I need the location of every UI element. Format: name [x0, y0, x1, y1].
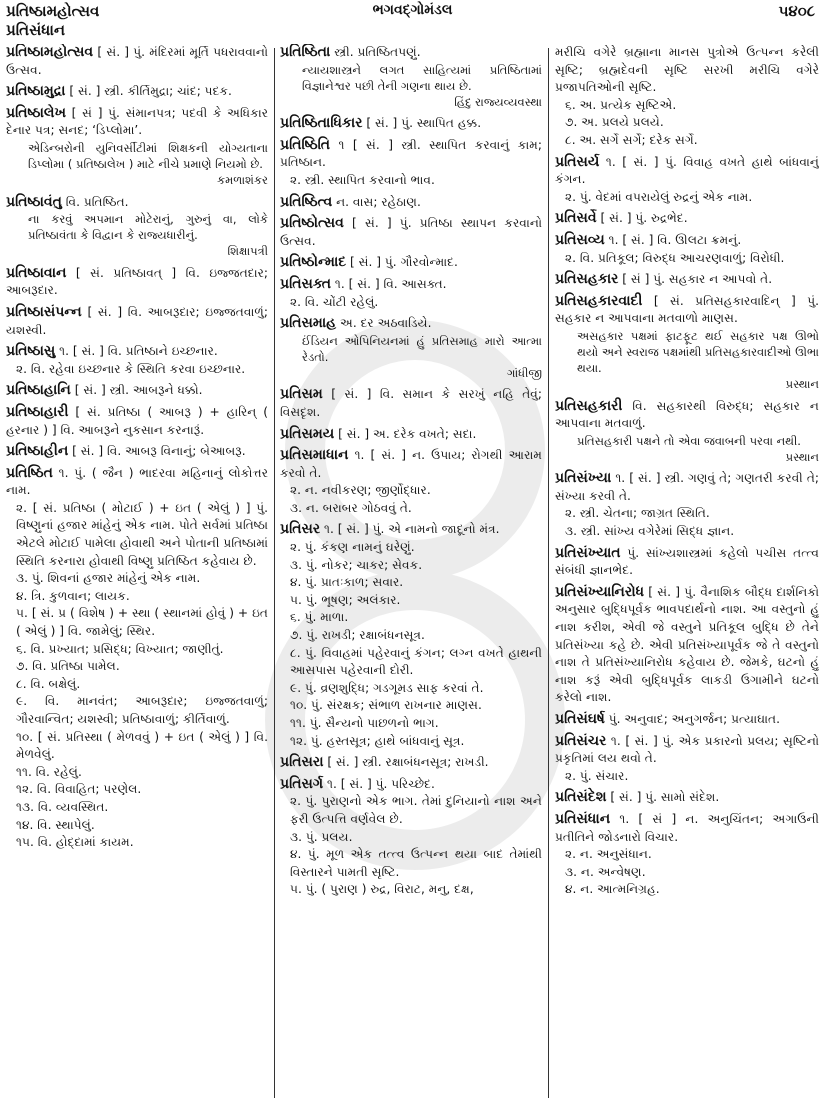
definition: [ સં. ] પું. ગૌરવોન્માદ. [349, 255, 458, 270]
sense: ૮. વિ. બક્ષેલું. [16, 676, 81, 691]
definition: [ સં. ] સ્ત્રી. રક્ષાબંધનસૂત્ર; રાખડી. [327, 755, 489, 770]
column-1 [6, 44, 268, 1113]
definition: [ સં ] પું. સહકાર ન આપવો તે. [622, 272, 773, 287]
dictionary-entry [280, 315, 542, 382]
dictionary-entry [6, 443, 268, 461]
sense: ૨. પું. વેદમાં વપરાયેલું રુદ્રનું એક નામ. [565, 189, 753, 204]
headword: પ્રતિસંખ્યાત [555, 544, 621, 561]
sense: ૪. પું. મૂળ એક તત્ત્વ ઉત્પન્ન થયા બાદ તેમાંથી વિસ્તારને પામતી સૃષ્ટિ. [290, 847, 542, 879]
headword: પ્રતિસંદેશ [555, 789, 607, 806]
dictionary-entry [6, 343, 268, 378]
headword: પ્રતિષ્ઠાસુ [6, 343, 56, 360]
definition: [ સં ] પું. સંમાનપત્ર; પદવી કે અધિકાર દેનાર પત્ર; સનદ; ‘ડિપ્લોમા’. [6, 105, 268, 138]
dictionary-entry [280, 254, 542, 272]
sense: ૧૪. વિ. સ્થાપેલું. [16, 817, 95, 832]
dictionary-entry [555, 470, 819, 540]
sense: ૭. વિ. પ્રતિષ્ઠા પામેલ. [16, 659, 120, 674]
dictionary-entry [280, 386, 542, 421]
sense: ૨. [ સં. પ્રતિષ્ઠા ( મોટાઈ ) + ઇત ( એલું ) ] પું. વિષ્ણુનાં હજાર માંહેનું એક નામ. પોતે સર્વમાં પ્રતિષ્ઠા એટલે મોટાઈ પામેલા હોવાથી અને પોતાની પ્રતિષ્ઠામાં સ્થિતિ કરનારા હોવાથી વિષ્ણુ પ્રતિષ્ઠિત કહેવાય છે. [16, 500, 268, 568]
sense: ૪. પું. પ્રાતઃકાળ; સવાર. [290, 575, 404, 590]
headword: પ્રતિસર્ય [555, 153, 600, 170]
headword: પ્રતિષ્ઠિતિ [280, 136, 331, 153]
usage-quote: ન્યાયશાસ્ત્રને લગત સાહિત્યમાં પ્રતિષ્ઠિતામાં વિજ્ઞાનેશ્વર પછી તેની ગણના થાય છે. [302, 62, 542, 93]
dictionary-entry [6, 83, 268, 101]
guide-word-last: પ્રતિસંધાન [6, 21, 66, 39]
headword: પ્રતિષ્ઠોન્માદ [280, 254, 347, 271]
definition: ૧ [ સં. ] સ્ત્રી. સ્થાપિત કરવાનું કામ; પ્રતિષ્ઠાન. [280, 137, 542, 170]
definition: [ સં. પ્રતિસહકારવાદિન્ ] પું. સહકાર ન આપવાના મતવાળો માણસ. [555, 293, 819, 326]
definition: [ સં. ] પું. પ્રતિષ્ઠા સ્થાપન કરવાનો ઉત્સવ. [280, 216, 542, 248]
dictionary-entry [555, 711, 819, 729]
dictionary-entry [555, 789, 819, 807]
dictionary-entry [6, 44, 268, 79]
headword: પ્રતિસર્વે [555, 210, 597, 227]
sense: ૩. પું. શિવનાં હજાર માંહેનું એક નામ. [16, 571, 201, 586]
sense: ૧૧. પું. સૈન્યનો પાછળનો ભાગ. [290, 716, 439, 730]
sense: ૧૩. વિ. વ્યવસ્થિત. [16, 799, 109, 814]
dictionary-entry [555, 44, 819, 150]
headword: પ્રતિસર્ગ [280, 775, 324, 792]
definition: [ સં. ] વિ. આબરૂદાર; ઇજ્જતવાળું; યશસ્વી. [6, 304, 268, 337]
definition: ૧. [ સં ] ન. અનુચિંતન; અગાઉની પ્રતીતિને જોડનારો વિચાર. [555, 811, 819, 844]
quote-source: પ્રસ્થાન [785, 376, 819, 391]
sense: ૨. ન. નવીકરણ; જીર્ણોદ્ધાર. [290, 483, 431, 498]
usage-quote: ના કરવું અપમાન મોટેરાનું, ગુરુનું વા, લોકે પ્રતિષ્ઠાવંતા કે વિદ્વાન કે રાજ્યધારીનું. [28, 212, 268, 243]
definition: વિ. પ્રતિષ્ઠિત. [65, 194, 129, 209]
dictionary-entry [280, 137, 542, 190]
sense: ૯. વિ. માનવંત; આબરૂદાર; ઇજ્જતવાળું; ગૌરવાન્વિત; યશસ્વી; પ્રતિષ્ઠાવાળું; કીર્તિવાળું. [16, 694, 268, 726]
headword: પ્રતિષ્ઠામુદ્રા [6, 83, 66, 100]
sense: ૫. પું. ભૂષણ; અલંકાર. [290, 592, 401, 607]
sense: ૨. પું. પુરાણનો એક ભાગ. તેમાં દુનિયાનો નાશ અને ફરી ઉત્પત્તિ વર્ણવેલ છે. [290, 794, 542, 826]
dictionary-entry [6, 194, 268, 261]
headword: પ્રતિષ્ઠિતા [280, 44, 331, 60]
headword: પ્રતિષ્ઠામહોત્સવ [6, 44, 94, 60]
definition: ૧. [ સં. ] વિ. આસક્ત. [334, 276, 447, 291]
headword: પ્રતિષ્ઠાવાન [6, 264, 67, 281]
book-title: ભગવદ્ગોમંડલ [372, 2, 453, 18]
definition: [ સં. ] સ્ત્રી. કીર્તિમુદ્રા; ચાંદ; પદક. [69, 84, 232, 99]
dictionary-entry [555, 584, 819, 707]
definition: ન. વાસ; રહેઠાણ. [336, 194, 421, 209]
headword: પ્રતિસંખ્યા [555, 470, 612, 487]
sense: ૪. ત્રિ. કુળવાન; લાયક. [16, 588, 130, 603]
usage-quote: ઈંડિયન ઓપિનિયનમાં હું પ્રતિસમાહ મારો આત્મા રેડતો. [302, 333, 542, 364]
dictionary-entry [280, 44, 542, 111]
usage-quote: એડિન્બરોની યુનિવર્સીટીમાં શિક્ષકની યોગ્યતાના ડિપ્લોમા ( પ્રતિષ્ઠાલેખ ) માટે નીચે પ્રમાણે નિયમો છે. [28, 140, 268, 171]
sense: ૬. વિ. પ્રખ્યાત; પ્રસિદ્ધ; વિખ્યાત; જાણીતું. [16, 641, 224, 656]
dictionary-entry [280, 426, 542, 444]
sense: ૫. પું. ( પુરાણ ) રુદ્ર, વિરાટ, મનુ, દક્ષ, [290, 882, 474, 897]
definition: પું. અનુવાદ; અનુગર્જન; પ્રત્યાઘાત. [608, 712, 780, 726]
sense: ૭. પું. રાખડી; રક્ષાબંધનસૂત્ર. [290, 628, 425, 643]
headword: પ્રતિષ્ઠાસંપન્ન [6, 303, 82, 320]
headword: પ્રતિસહકારી [555, 397, 623, 414]
dictionary-entry [555, 811, 819, 899]
headword: પ્રતિસક્ત [280, 275, 331, 292]
headword: પ્રતિસંઘર્ષ [555, 711, 605, 727]
usage-quote: પ્રતિસહકારી પક્ષને તો એવા જવાબની પરવા નથી. [577, 433, 801, 448]
definition: [ સં. પ્રતિષ્ઠા ( આબરૂ ) + હારિન્ ( હરનાર ) ] વિ. આબરૂને નુકસાન કરનારૂં. [6, 404, 268, 437]
dictionary-entry [555, 271, 819, 289]
definition: [ સં. ] અ. દરેક વખતે; સદા. [338, 426, 477, 441]
dictionary-entry [555, 545, 819, 580]
sense: ૧૦. [ સં. પ્રતિસ્થા ( મેળવવું ) + ઇત ( એલું ) ] વિ. મેળવેલું. [16, 729, 268, 762]
definition: અ. દર અઠવાડિયે. [340, 316, 432, 331]
definition: ૧. [ સં. ] ન. ઉપાય; રોગથી આરામ કરવો તે. [280, 448, 542, 480]
headword: પ્રતિસમ [280, 386, 323, 403]
sense: ૨. સ્ત્રી. ચેતના; જાગ્રત સ્થિતિ. [565, 506, 710, 521]
sense: ૨. સ્ત્રી. સ્થાપિત કરવાનો ભાવ. [290, 172, 435, 187]
continued-definition: મરીચિ વગેરે બ્રહ્માના માનસ પુત્રોએ ઉત્પન્ન કરેલી સૃષ્ટિ; બ્રહ્મદેવની સૃષ્ટિ સરખી મરીચિ વગેરે પ્રજાપતિઓની સૃષ્ટિ. [555, 45, 819, 95]
dictionary-entry [6, 382, 268, 400]
definition: [ સં. ] સ્ત્રી. આબરૂને ધક્કો. [74, 383, 203, 398]
sense: ૨. પું. કંકણ નામનું ઘરેણું. [290, 540, 415, 555]
dictionary-entry [6, 304, 268, 339]
dictionary-entry [280, 115, 542, 133]
headword: પ્રતિસહકારવાદી [555, 292, 643, 309]
sense: ૧૫. વિ. હોદ્દામાં કાયમ. [16, 835, 134, 850]
dictionary-entry [280, 194, 542, 212]
definition: [ સં. ] વિ. આબરૂ વિનાનું; બેઆબરૂ. [72, 444, 246, 459]
definition: ૧. [ સં. ] પું. પરિચ્છેદ. [326, 776, 435, 791]
sense: ૮. અ. સર્ગે સર્ગે; દરેક સર્ગે. [565, 132, 698, 147]
sense: ૩. સ્ત્રી. સાંખ્ય વગેરેમાં સિદ્ધ જ્ઞાન. [565, 524, 735, 539]
definition: [ સં. ] પું. વૈનાશિક બૌદ્ધ દાર્શનિકો અનુસાર બુદ્ધિપૂર્વક ભાવપદાર્થનો નાશ. આ વસ્તુનો હું નાશ કરીશ, એવી જે વસ્તુને પ્રતિકૂલ બુદ્ધિ છે તેને પ્રતિસંખ્યા કહે છે. એવી પ્રતિસંખ્યાપૂર્વક જે તે વસ્તુનો નાશ તે પ્રતિસંખ્યાનિરોધ કહેવાય છે. જેમકે, ઘટનો હું નાશ કરૂં એવી બુદ્ધિપૂર્વક લાકડી ઉગામીને ઘટનો કરેલો નાશ. [555, 584, 819, 705]
sense: ૩. પું. પ્રલય. [290, 829, 353, 844]
quote-source: હિંદુ રાજ્યવ્યવસ્થા [454, 94, 542, 109]
headword: પ્રતિસમાહ [280, 315, 337, 332]
sense: ૧૧. વિ. રહેલું. [16, 764, 82, 779]
sense: ૩. ન. અન્વેષણ. [565, 864, 646, 879]
definition: [ સં. ] પું. મંદિરમાં મૂર્તિ પધરાવવાનો ઉત્સવ. [6, 45, 268, 77]
dictionary-entry [280, 447, 542, 517]
definition: [ સં. ] પું. સ્થાપિત હક્ક. [366, 116, 482, 131]
dictionary-entry [555, 154, 819, 207]
definition: ૧. [ સં. ] પું. એક પ્રકારનો પ્રલય; સૃષ્ટિનો પ્રકૃતિમાં લય થવો તે. [555, 733, 819, 766]
sense: ૧૦. પું. સંરક્ષક; સંભાળ રાખનાર માણસ. [290, 698, 482, 713]
dictionary-entry [555, 232, 819, 267]
definition: [ સં. ] પું. સામો સંદેશ. [610, 790, 720, 805]
definition: [ સં. પ્રતિષ્ઠાવત્ ] વિ. ઇજ્જતદાર; આબરૂદાર. [6, 265, 268, 298]
headword: પ્રતિસંખ્યાનિરોધ [555, 583, 644, 600]
column-3 [555, 44, 819, 1113]
definition: [ સં. ] પું. રુદ્રભેદ. [600, 211, 688, 226]
headword: પ્રતિસવ્ય [555, 231, 605, 248]
dictionary-entry [6, 465, 268, 852]
quote-source: ગાંધીજી [506, 365, 542, 380]
sense: ૭. અ. પ્રલયે પ્રલયે. [565, 115, 664, 130]
definition: ૧. [ સં. ] સ્ત્રી. ગણવું તે; ગણતરી કરવી તે; સંખ્યા કરવી તે. [555, 471, 819, 503]
sense: ૧૨. પું. હસ્તસૂત્ર; હાથે બાંધવાનું સૂત્ર. [290, 733, 465, 748]
page-number: ૫૪૦૮ [778, 2, 815, 20]
headword: પ્રતિસંચર [555, 732, 607, 749]
headword: પ્રતિસંધાન [555, 810, 611, 827]
dictionary-entry [6, 265, 268, 300]
headword: પ્રતિષ્ઠિત [6, 464, 53, 481]
sense: ૫. [ સં. પ્ર ( વિશેષ ) + સ્થા ( સ્થાનમાં હોવું ) + ઇત ( એલું ) ] વિ. જામેલું; સ્થિર. [16, 606, 268, 639]
sense: ૬. અ. પ્રત્યેક સૃષ્ટિએ. [565, 97, 677, 112]
quote-source: કમળાશંકર [217, 172, 268, 187]
definition: પું. સાંખ્યશાસ્ત્રમાં કહેલો પચીસ તત્ત્વ સંબંધી જ્ઞાનભેદ. [555, 545, 819, 578]
headword: પ્રતિષ્ઠાલેખ [6, 104, 66, 121]
sense: ૬. પું. માળા. [290, 610, 349, 625]
headword: પ્રતિષ્ઠાહારી [6, 403, 69, 420]
dictionary-entry [555, 398, 819, 467]
dictionary-entry [280, 776, 542, 899]
headword: પ્રતિસમાધાન [280, 447, 349, 464]
definition: ૧. પું. ( જૈન ) ભાદરવા મહિનાનું લોકોત્તર નામ. [6, 465, 268, 498]
dictionary-entry [280, 215, 542, 250]
usage-quote: અસહકાર પક્ષમાં ફાટફૂટ થઈ સહકાર પક્ષ ઊભો થયો અને સ્વરાજ પક્ષમાંથી પ્રતિસહકારવાદીઓ ઊભા થયા. [577, 328, 819, 375]
headword: પ્રતિસરા [280, 754, 324, 771]
definition: વિ. સહકારથી વિરુદ્ધ; સહકાર ન આપવાના મતવાળું. [555, 398, 819, 431]
definition: સ્ત્રી. પ્રતિષ્ઠિતપણું. [334, 45, 421, 59]
headword: પ્રતિષ્ઠાવંતુ [6, 193, 62, 210]
quote-source: પ્રસ્થાન [785, 449, 819, 464]
sense: ૨. ન. અનુસંધાન. [565, 847, 652, 862]
page-header [0, 0, 825, 44]
dictionary-entry [555, 733, 819, 786]
headword: પ્રતિષ્ઠિતાધિકાર [280, 115, 363, 132]
dictionary-entry [555, 210, 819, 228]
dictionary-entry [6, 105, 268, 190]
dictionary-entry [280, 754, 542, 772]
dictionary-entry [280, 276, 542, 311]
sense: ૪. ન. આત્મનિગ્રહ. [565, 882, 660, 897]
sense: ૯. પું. વ્રણશુદ્ધિ; ગડગૂમડ સાફ કરવાં તે. [290, 680, 484, 695]
headword: પ્રતિસહકાર [555, 271, 619, 288]
sense: ૧૨. વિ. વિવાહિત; પરણેલ. [16, 782, 142, 797]
dictionary-entry [280, 521, 542, 750]
sense: ૨. વિ. રહેવા ઇચ્છનાર કે સ્થિતિ કરવા ઇચ્છનાર. [16, 361, 246, 376]
sense: ૨. પું. સંચાર. [565, 768, 629, 783]
dictionary-entry [555, 293, 819, 394]
definition: ૧. [ સં. ] વિ. ઊલટા ક્રમનું. [608, 232, 742, 247]
sense: ૮. પું. વિવાહમાં પહેરવાનું કંગન; લગ્ન વખતે હાથની આસપાસ પહેરવાની દોરી. [290, 645, 542, 678]
sense: ૨. વિ. પ્રતિકૂલ; વિરુદ્ધ આચરણવાળું; વિરોધી. [565, 250, 785, 265]
headword: પ્રતિસર [280, 521, 321, 538]
column-2 [280, 44, 542, 1113]
definition: ૧. [ સં. ] વિ. પ્રતિષ્ઠાને ઇચ્છનાર. [59, 344, 218, 359]
guide-word-first: પ્રતિષ્ઠામહોત્સવ [6, 2, 100, 20]
sense: ૨. વિ. ચોંટી રહેલું. [290, 294, 379, 309]
sense: ૩. ન. બરાબર ગોઠવવું તે. [290, 500, 412, 515]
dictionary-columns [0, 44, 825, 1113]
sense: ૩. પું. નોકર; ચાકર; સેવક. [290, 557, 423, 572]
definition: ૧. [ સં. ] પું. વિવાહ વખતે હાથે બાંધવાનું કંગન. [555, 154, 819, 187]
headword: પ્રતિષ્ઠાહાનિ [6, 382, 71, 399]
headword: પ્રતિસમય [280, 425, 335, 442]
definition: [ સં. ] વિ. સમાન કે સરખું નહિ તેવું; વિસદૃશ. [280, 387, 542, 419]
dictionary-entry [6, 404, 268, 439]
headword: પ્રતિષ્ઠોત્સવ [280, 215, 344, 232]
quote-source: શિક્ષાપત્રી [227, 244, 268, 259]
headword: પ્રતિષ્ઠિત્વ [280, 193, 333, 210]
definition: ૧. [ સં. ] પું. એ નામનો જાદૂનો મંત્ર. [324, 522, 500, 537]
headword: પ્રતિષ્ઠાહીન [6, 443, 69, 460]
